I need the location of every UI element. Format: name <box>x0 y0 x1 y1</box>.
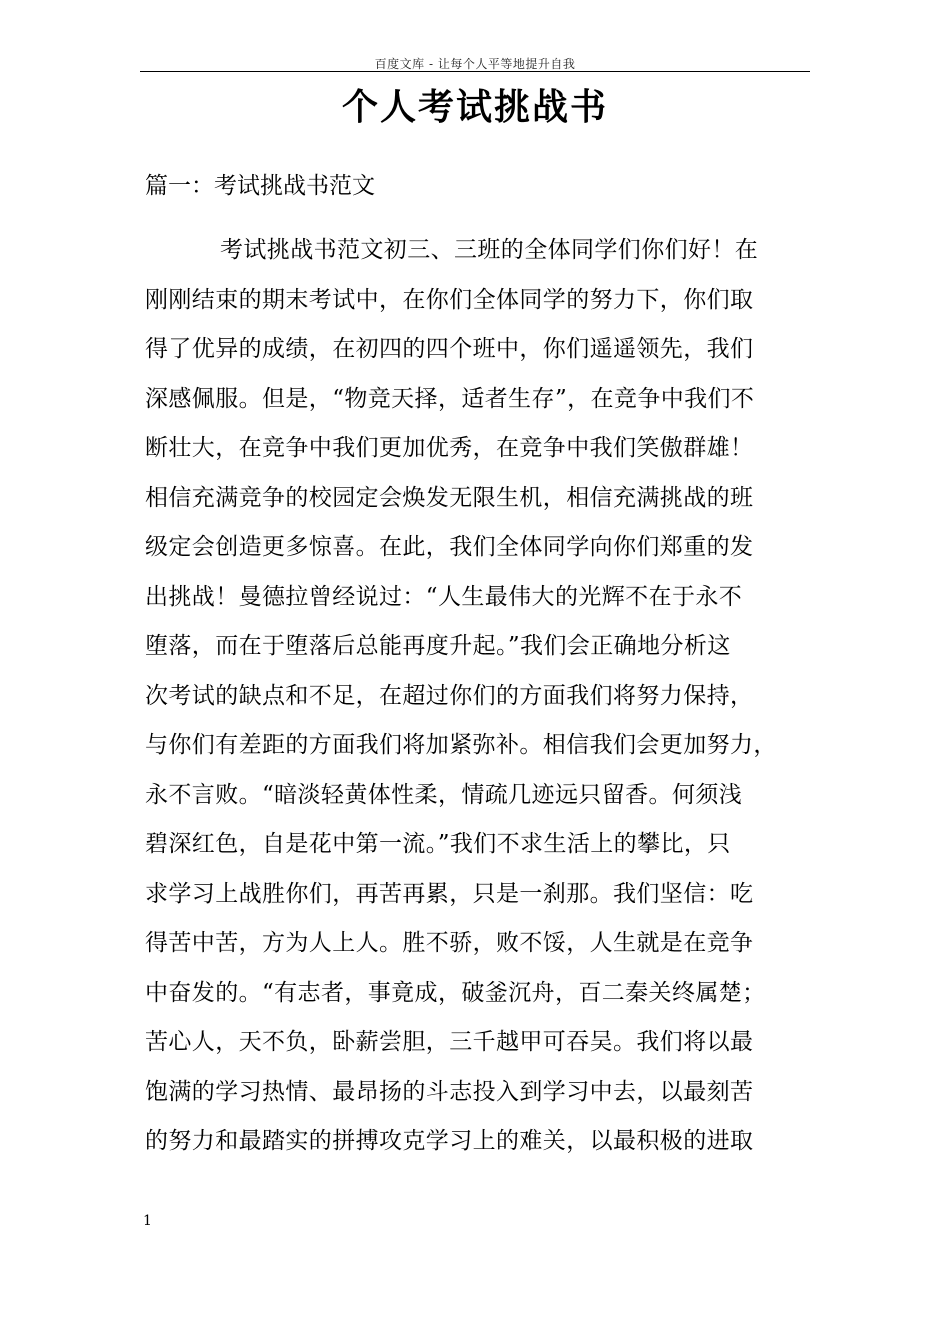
header-divider <box>140 71 810 72</box>
body-line: 深感佩服。但是，“物竞天择，适者生存”，在竞争中我们不 <box>145 385 755 412</box>
section-heading: 篇一：考试挑战书范文 <box>145 173 375 199</box>
body-line: 考试挑战书范文初三、三班的全体同学们你们好！在 <box>220 237 759 263</box>
body-line: 苦心人，天不负，卧薪尝胆，三千越甲可吞吴。我们将以最 <box>145 1029 754 1055</box>
body-line: 得了优异的成绩，在初四的四个班中，你们遥遥领先，我们 <box>145 336 754 362</box>
body-line: 断壮大，在竞争中我们更加优秀，在竞争中我们笑傲群雄！ <box>145 435 754 461</box>
body-line: 级定会创造更多惊喜。在此，我们全体同学向你们郑重的发 <box>145 534 754 560</box>
body-line: 的努力和最踏实的拼搏攻克学习上的难关，以最积极的进取 <box>145 1128 754 1154</box>
body-text <box>145 230 825 1171</box>
page-number: 1 <box>143 1213 152 1229</box>
body-line: 永不言败。“暗淡轻黄体性柔，情疏几迹远只留香。何须浅 <box>145 781 743 808</box>
body-line: 刚刚结束的期末考试中，在你们全体同学的努力下，你们取 <box>145 286 754 313</box>
body-line: 与你们有差距的方面我们将加紧弥补。相信我们会更加努力， <box>145 732 777 758</box>
body-line: 堕落，而在于堕落后总能再度升起。”我们会正确地分析这 <box>145 633 731 659</box>
body-line: 饱满的学习热情、最昂扬的斗志投入到学习中去，以最刻苦 <box>145 1078 754 1105</box>
body-line: 碧深红色，自是花中第一流。”我们不求生活上的攀比，只 <box>145 831 731 857</box>
body-line: 得苦中苦，方为人上人。胜不骄，败不馁，人生就是在竞争 <box>145 930 754 956</box>
document-title: 个人考试挑战书 <box>341 86 608 128</box>
body-line: 中奋发的。“有志者，事竟成，破釜沉舟，百二秦关终属楚； <box>145 979 766 1006</box>
body-line: 出挑战！曼德拉曾经说过：“人生最伟大的光辉不在于永不 <box>145 583 743 610</box>
body-line: 次考试的缺点和不足，在超过你们的方面我们将努力保持， <box>145 682 754 709</box>
header-text: 百度文库 - 让每个人平等地提升自我 <box>374 57 576 71</box>
body-line: 求学习上战胜你们，再苦再累，只是一刹那。我们坚信：吃 <box>145 880 754 907</box>
body-line: 相信充满竞争的校园定会焕发无限生机，相信充满挑战的班 <box>145 484 754 511</box>
